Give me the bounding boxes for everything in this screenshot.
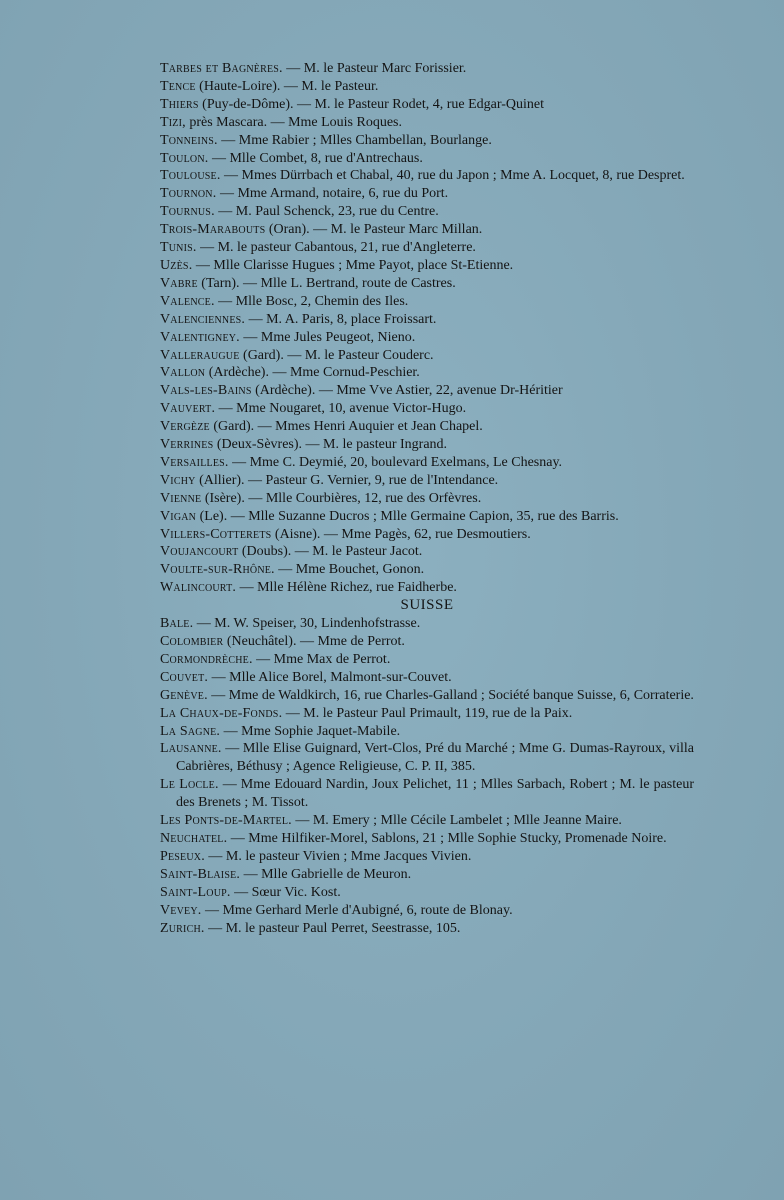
- place-name: Toulouse.: [160, 168, 221, 184]
- place-name: Saint-Blaise.: [160, 866, 241, 882]
- entry-text: — Mme Max de Perrot.: [252, 651, 391, 667]
- place-name: Vabre: [160, 275, 198, 291]
- place-name: Vienne: [160, 490, 202, 506]
- entry-text: (Isère). — Mlle Courbières, 12, rue des Orfèvres.: [201, 490, 482, 506]
- list-item: [160, 508, 694, 526]
- entry-text: (Aisne). — Mme Pagès, 62, rue Desmoutiers.: [271, 526, 531, 542]
- place-name: Tarbes et Bagnères.: [160, 61, 283, 76]
- place-name: Toulon.: [160, 150, 209, 166]
- list-item: [160, 920, 694, 938]
- entry-text: — M. le pasteur Paul Perret, Seestrasse, 105.: [204, 920, 461, 936]
- entry-text: (Le). — Mlle Suzanne Ducros ; Mlle Germaine Capion, 35, rue des Barris.: [196, 508, 619, 524]
- entry-text: — Mme Hilfiker-Morel, Sablons, 21 ; Mlle Sophie Stucky, Promenade Noire.: [227, 830, 667, 846]
- place-name: Lausanne.: [160, 741, 222, 757]
- entry-text: (Gard). — Mmes Henri Auquier et Jean Chapel.: [209, 419, 483, 435]
- place-name: Cormondrèche.: [160, 651, 253, 667]
- entry-text: (Haute-Loire). — M. le Pasteur.: [195, 78, 379, 94]
- place-name: Walincourt.: [160, 580, 237, 596]
- place-name: Valentigney.: [160, 329, 240, 345]
- list-item: [160, 185, 694, 203]
- entry-text: — M. Paul Schenck, 23, rue du Centre.: [214, 204, 439, 220]
- entry-text: (Ardèche). — Mme Vve Astier, 22, avenue Dr-Héritier: [251, 383, 563, 399]
- place-name: Tence: [160, 78, 196, 94]
- list-item: [160, 221, 694, 239]
- place-name: Voulte-sur-Rhône.: [160, 562, 275, 578]
- list-item: [160, 651, 694, 669]
- entry-text: — Mlle Bosc, 2, Chemin des Iles.: [214, 293, 409, 309]
- list-item: [160, 167, 694, 185]
- place-name: Vals-les-Bains: [160, 383, 252, 399]
- list-item: [160, 472, 694, 490]
- suisse-entries: [160, 615, 694, 937]
- entry-text: (Doubs). — M. le Pasteur Jacot.: [238, 544, 423, 560]
- place-name: Trois-Marabouts: [160, 222, 266, 238]
- entry-text: — Mmes Dürrbach et Chabal, 40, rue du Japon ; Mme A. Locquet, 8, rue Despret.: [220, 168, 685, 184]
- place-name: Vevey.: [160, 902, 202, 918]
- place-name: Neuchatel.: [160, 830, 228, 846]
- place-name: Valence.: [160, 293, 215, 309]
- entry-text: — Mme Rabier ; Mlles Chambellan, Bourlange.: [217, 132, 492, 148]
- entry-text: près Mascara. — Mme Louis Roques.: [185, 114, 403, 130]
- list-item: [160, 830, 694, 848]
- entry-text: — Mme de Waldkirch, 16, rue Charles-Galland ; Société banque Suisse, 6, Corraterie.: [207, 687, 694, 703]
- place-name: Couvet.: [160, 669, 209, 685]
- list-item: [160, 60, 694, 78]
- place-name: La Chaux-de-Fonds.: [160, 705, 283, 721]
- entry-text: — Mlle Combet, 8, rue d'Antrechaus.: [208, 150, 423, 166]
- list-item: [160, 669, 694, 687]
- place-name: Tonneins.: [160, 132, 218, 148]
- address-list: [160, 60, 694, 937]
- list-item: [160, 848, 694, 866]
- section-heading-suisse: SUISSE: [400, 597, 454, 614]
- list-item: [160, 454, 694, 472]
- entry-text: — Mme Bouchet, Gonon.: [274, 562, 425, 578]
- place-name: Tunis.: [160, 240, 197, 256]
- list-item: [160, 740, 694, 776]
- place-name: Bale.: [160, 616, 194, 632]
- list-item: [160, 311, 694, 329]
- list-item: [160, 436, 694, 454]
- place-name: Colombier: [160, 634, 224, 649]
- place-name: Saint-Loup.: [160, 884, 231, 900]
- place-name: Tournon.: [160, 186, 217, 202]
- place-name: Verrines: [160, 437, 214, 453]
- entry-text: (Neuchâtel). — Mme de Perrot.: [223, 634, 405, 649]
- entry-text: — Mme Nougaret, 10, avenue Victor-Hugo.: [215, 401, 467, 417]
- list-item: [160, 615, 694, 633]
- list-item: [160, 866, 694, 884]
- entry-text: — Mlle Gabrielle de Meuron.: [240, 866, 412, 882]
- entry-text: — Mme C. Deymié, 20, boulevard Exelmans, Le Chesnay.: [228, 454, 563, 470]
- entry-text: (Tarn). — Mlle L. Bertrand, route de Castres.: [197, 275, 456, 291]
- list-item: [160, 203, 694, 221]
- place-name: Vallon: [160, 365, 206, 381]
- entry-text: (Allier). — Pasteur G. Vernier, 9, rue de l'Intendance.: [195, 472, 499, 488]
- list-item: [160, 257, 694, 275]
- list-item: [160, 884, 694, 902]
- place-name: Zurich.: [160, 920, 205, 936]
- place-name: Les Ponts-de-Martel.: [160, 813, 292, 829]
- list-item: [160, 293, 694, 311]
- list-item: [160, 543, 694, 561]
- entry-text: (Gard). — M. le Pasteur Couderc.: [239, 347, 434, 363]
- place-name: Villers-Cotterets: [160, 526, 272, 542]
- entry-text: — M. Emery ; Mlle Cécile Lambelet ; Mlle Jeanne Maire.: [291, 813, 622, 829]
- list-item: [160, 418, 694, 436]
- entry-text: — M. le Pasteur Marc Forissier.: [282, 61, 467, 76]
- list-item: [160, 902, 694, 920]
- list-item: [160, 347, 694, 365]
- list-item: [160, 561, 694, 579]
- entry-text: — M. A. Paris, 8, place Froissart.: [245, 311, 437, 327]
- list-item: [160, 633, 694, 651]
- entry-text: (Oran). — M. le Pasteur Marc Millan.: [265, 222, 483, 238]
- place-name: Vauvert.: [160, 401, 216, 417]
- france-entries: [160, 60, 694, 597]
- place-name: Voujancourt: [160, 544, 239, 560]
- place-name: Le Locle.: [160, 777, 219, 793]
- entry-text: — Mlle Hélène Richez, rue Faidherbe.: [236, 580, 457, 596]
- list-item: [160, 400, 694, 418]
- list-item: [160, 526, 694, 544]
- place-name: Tournus.: [160, 204, 215, 220]
- entry-text: — Mme Armand, notaire, 6, rue du Port.: [216, 186, 449, 202]
- list-item: [160, 723, 694, 741]
- list-item: [160, 275, 694, 293]
- entry-text: — Mlle Elise Guignard, Vert-Clos, Pré du Marché ; Mme G. Dumas-Rayroux, villa Cabrières, Béthusy ; Agence Religieuse, C. P. II, 385.: [176, 741, 694, 775]
- entry-text: — Sœur Vic. Kost.: [230, 884, 341, 900]
- entry-text: — Mlle Clarisse Hugues ; Mme Payot, place St-Etienne.: [192, 257, 514, 273]
- entry-text: — Mme Sophie Jaquet-Mabile.: [220, 723, 401, 739]
- place-name: Thiers: [160, 96, 199, 112]
- entry-text: — M. le pasteur Cabantous, 21, rue d'Angleterre.: [196, 240, 476, 256]
- list-item: [160, 776, 694, 812]
- list-item: [160, 579, 694, 597]
- entry-text: (Puy-de-Dôme). — M. le Pasteur Rodet, 4, rue Edgar-Quinet: [198, 96, 545, 112]
- list-item: [160, 132, 694, 150]
- place-name: Valenciennes.: [160, 311, 246, 327]
- place-name: Vergèze: [160, 419, 210, 435]
- place-name: La Sagne.: [160, 723, 221, 739]
- list-item: [160, 382, 694, 400]
- list-item: [160, 239, 694, 257]
- entry-text: — Mme Jules Peugeot, Nieno.: [239, 329, 416, 345]
- entry-text: (Ardèche). — Mme Cornud-Peschier.: [205, 365, 420, 381]
- list-item: [160, 364, 694, 382]
- list-item: [160, 705, 694, 723]
- list-item: [160, 78, 694, 96]
- list-item: [160, 490, 694, 508]
- entry-text: — M. W. Speiser, 30, Lindenhofstrasse.: [193, 616, 421, 632]
- list-item: [160, 812, 694, 830]
- entry-text: — Mme Gerhard Merle d'Aubigné, 6, route de Blonay.: [201, 902, 513, 918]
- list-item: [160, 687, 694, 705]
- place-name: Tizi,: [160, 114, 186, 130]
- list-item: [160, 96, 694, 114]
- list-item: [160, 114, 694, 132]
- entry-text: (Deux-Sèvres). — M. le pasteur Ingrand.: [213, 437, 448, 453]
- list-item: [160, 150, 694, 168]
- entry-text: — M. le pasteur Vivien ; Mme Jacques Vivien.: [204, 848, 472, 864]
- place-name: Vigan: [160, 508, 197, 524]
- entry-text: — M. le Pasteur Paul Primault, 119, rue de la Paix.: [282, 705, 573, 721]
- list-item: [160, 329, 694, 347]
- entry-text: — Mme Edouard Nardin, Joux Pelichet, 11 ; Mlles Sarbach, Robert ; M. le pasteur des Brenets ; M. Tissot.: [176, 777, 694, 811]
- place-name: Uzès.: [160, 257, 193, 273]
- entry-text: — Mlle Alice Borel, Malmont-sur-Couvet.: [208, 669, 452, 685]
- place-name: Valleraugue: [160, 347, 240, 363]
- place-name: Versailles.: [160, 454, 229, 470]
- place-name: Peseux.: [160, 848, 205, 864]
- place-name: Genève.: [160, 687, 208, 703]
- place-name: Vichy: [160, 472, 196, 488]
